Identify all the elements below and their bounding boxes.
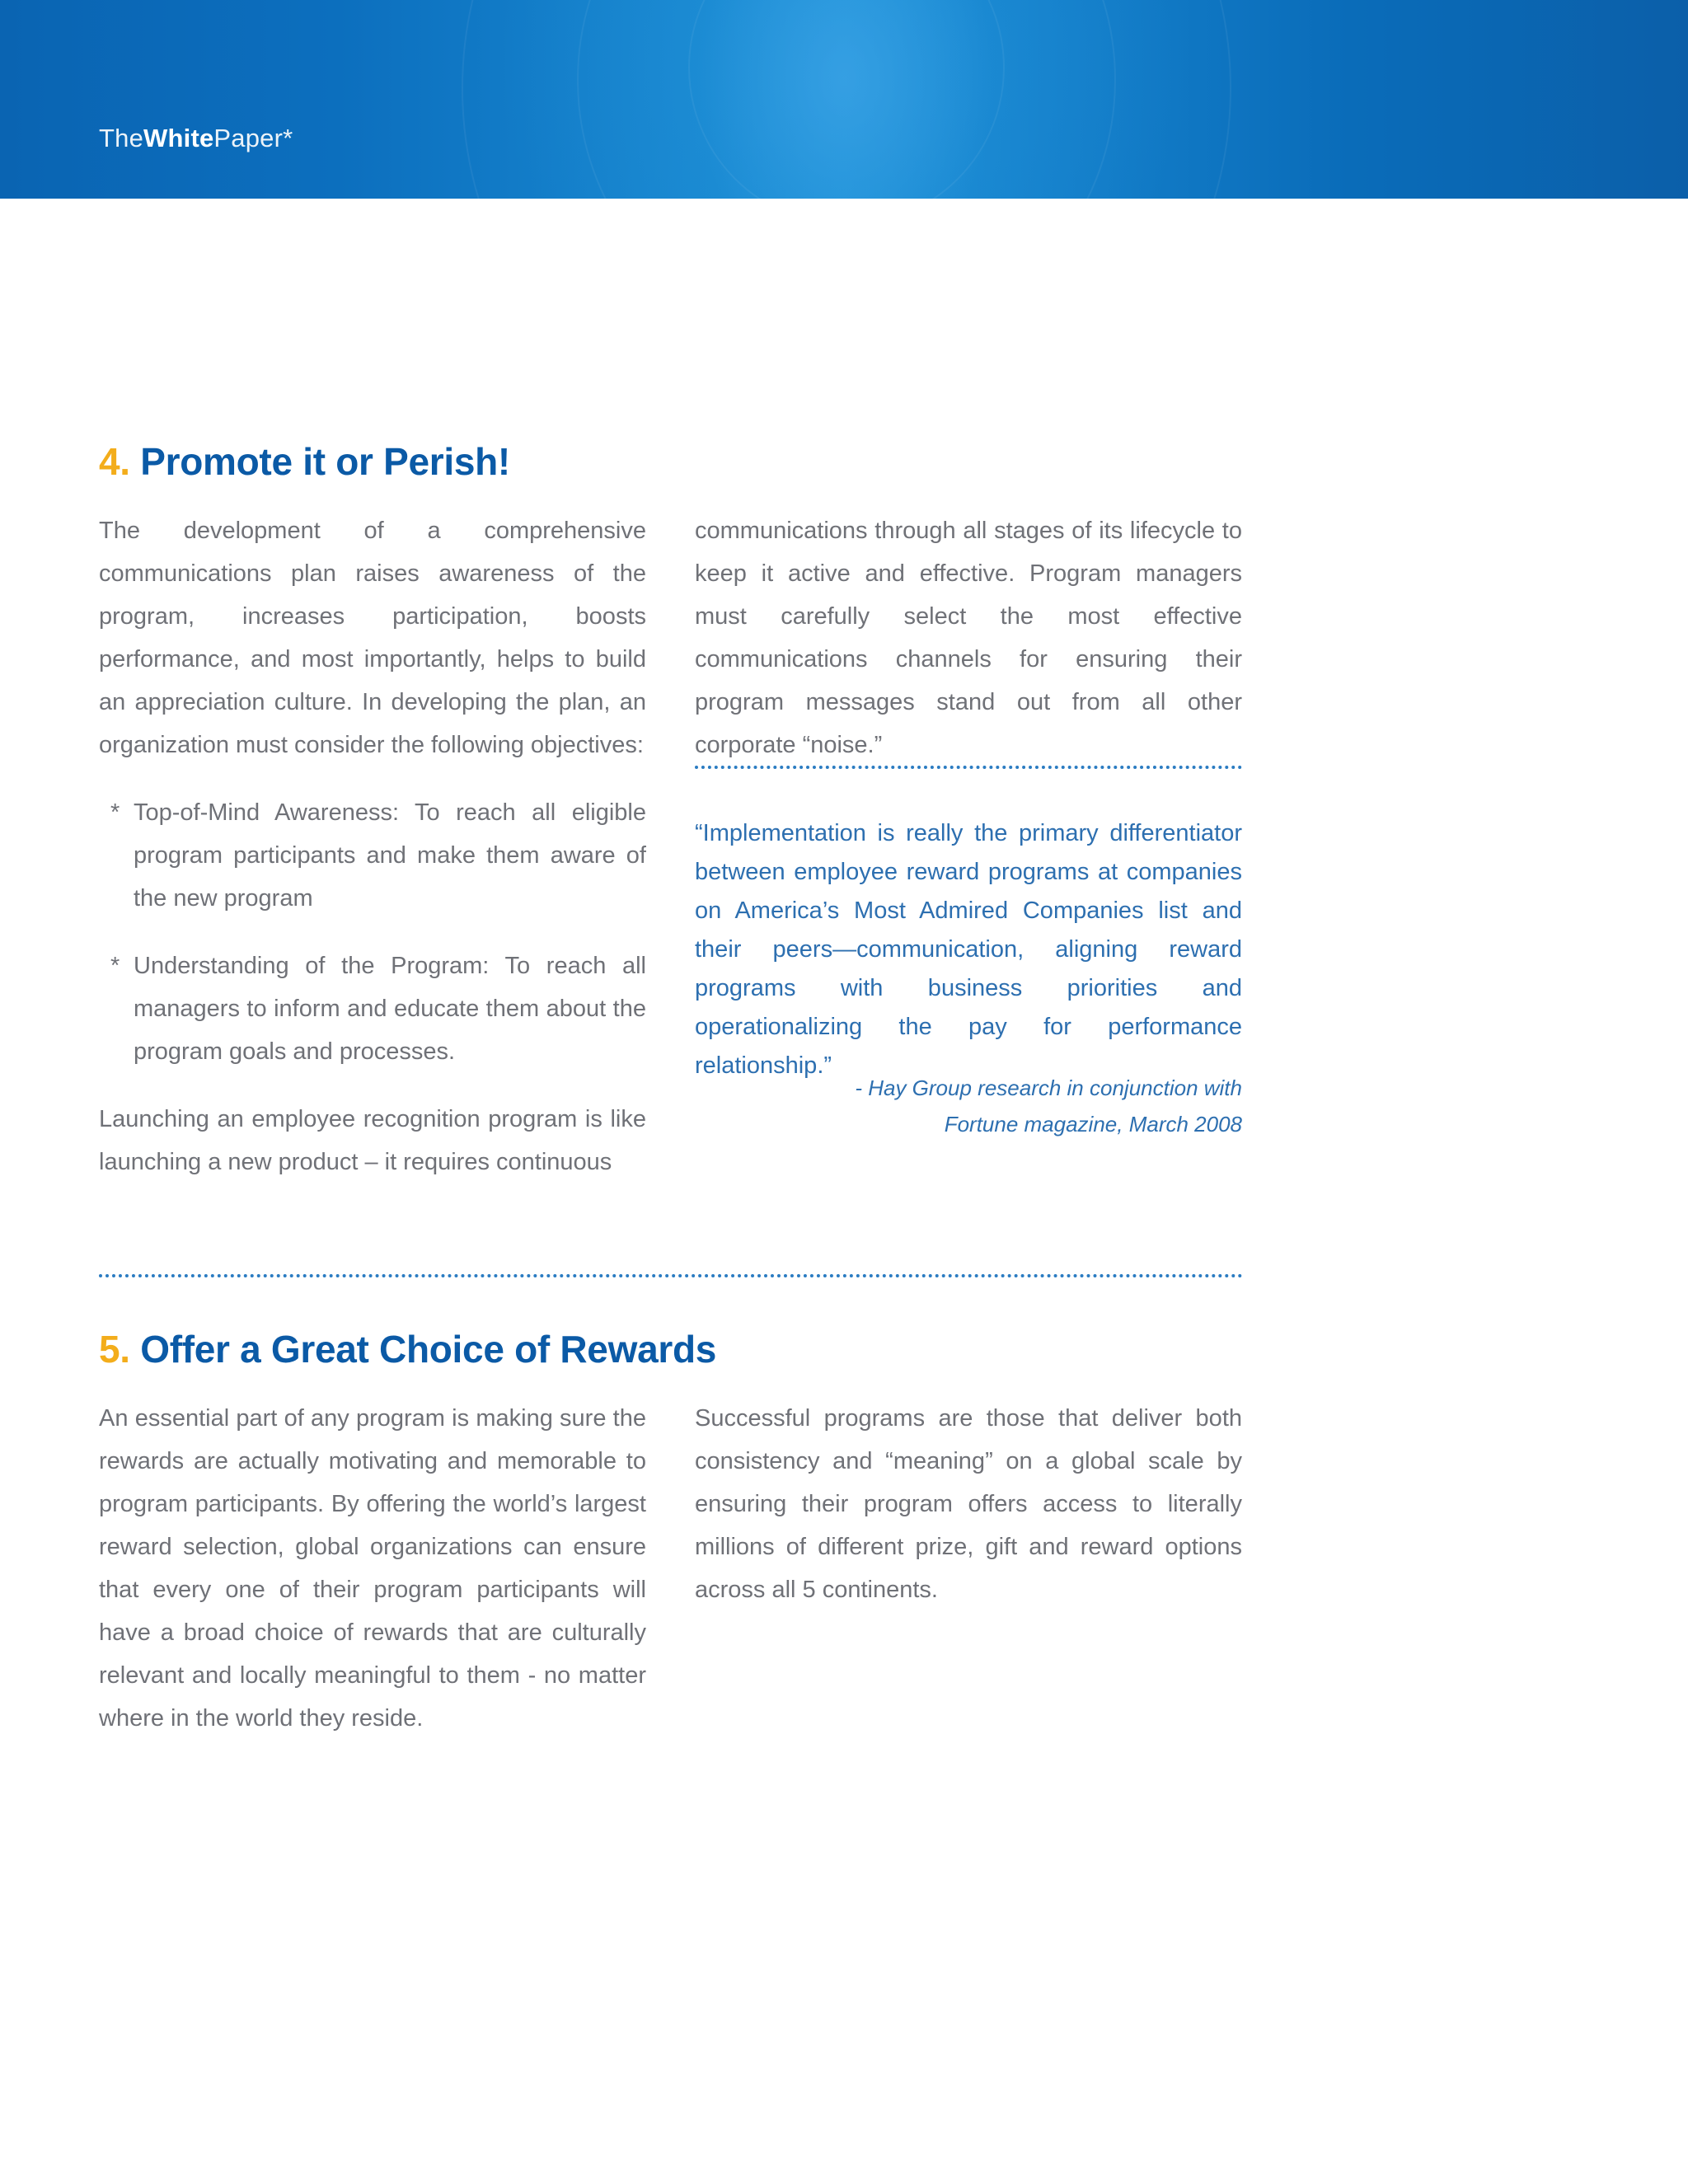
attribution-line-1: - Hay Group research in conjunction with <box>855 1076 1242 1100</box>
quote-divider <box>695 766 1242 769</box>
list-item-text: Understanding of the Program: To reach all managers to inform and educate them about the program goals and processes. <box>134 953 646 1065</box>
attribution-line-2: Fortune magazine, March 2008 <box>944 1112 1242 1137</box>
section-4-title: Promote it or Perish! <box>140 440 510 483</box>
section-4-paragraph-2: Launching an employee recognition program is like launching a new product – it requires continuous <box>99 1106 646 1175</box>
section-5-title: Offer a Great Choice of Rewards <box>140 1328 717 1371</box>
list-item <box>99 791 646 920</box>
pull-quote: “Implementation is really the primary differentiator between employee reward programs at companies on America’s Most Admired Companies list and their peers—communication, aligning reward programs with business priorities and operationalizing the pay for performance relationship.” <box>695 820 1242 1079</box>
bullet-asterisk: * <box>110 799 120 826</box>
header-banner <box>0 0 1688 199</box>
section-5-right-column <box>695 1397 1242 1611</box>
bullet-asterisk: * <box>110 953 120 979</box>
section-4-number: 4. <box>99 440 130 483</box>
brand-logo: TheWhitePaper* <box>99 124 293 152</box>
section-5-heading <box>99 1327 716 1371</box>
section-4-right-column <box>695 509 1242 766</box>
objectives-list <box>99 791 646 1073</box>
section-4-left-column <box>99 509 646 1183</box>
section-5-number: 5. <box>99 1328 130 1371</box>
section-5-paragraph-2: Successful programs are those that deliver both consistency and “meaning” on a global scale by ensuring their program offers access to literally millions of different prize, gift and reward options across all 5 continents. <box>695 1405 1242 1603</box>
list-item <box>99 944 646 1073</box>
section-5-left-column <box>99 1397 646 1740</box>
section-4-paragraph-3: communications through all stages of its lifecycle to keep it active and effective. Program managers must carefully select the most effective communications channels for ensuring their program messages stand out from all other corporate “noise.” <box>695 518 1242 758</box>
section-divider <box>99 1274 1243 1277</box>
list-item-text: Top-of-Mind Awareness: To reach all eligible program participants and make them aware of the new program <box>134 799 646 912</box>
section-4-paragraph-1: The development of a comprehensive communications plan raises awareness of the program, increases participation, boosts performance, and most importantly, helps to build an appreciation culture. In developing the plan, an organization must consider the following objectives: <box>99 518 646 758</box>
quote-attribution <box>695 1070 1242 1142</box>
decorative-ring <box>462 0 1231 199</box>
section-5-paragraph-1: An essential part of any program is making sure the rewards are actually motivating and memorable to program participants. By offering the world’s largest reward selection, global organizations can ensure that every one of their program participants will have a broad choice of rewards that are culturally relevant and locally meaningful to them - no matter where in the world they reside. <box>99 1405 646 1732</box>
section-4-heading <box>99 439 510 484</box>
